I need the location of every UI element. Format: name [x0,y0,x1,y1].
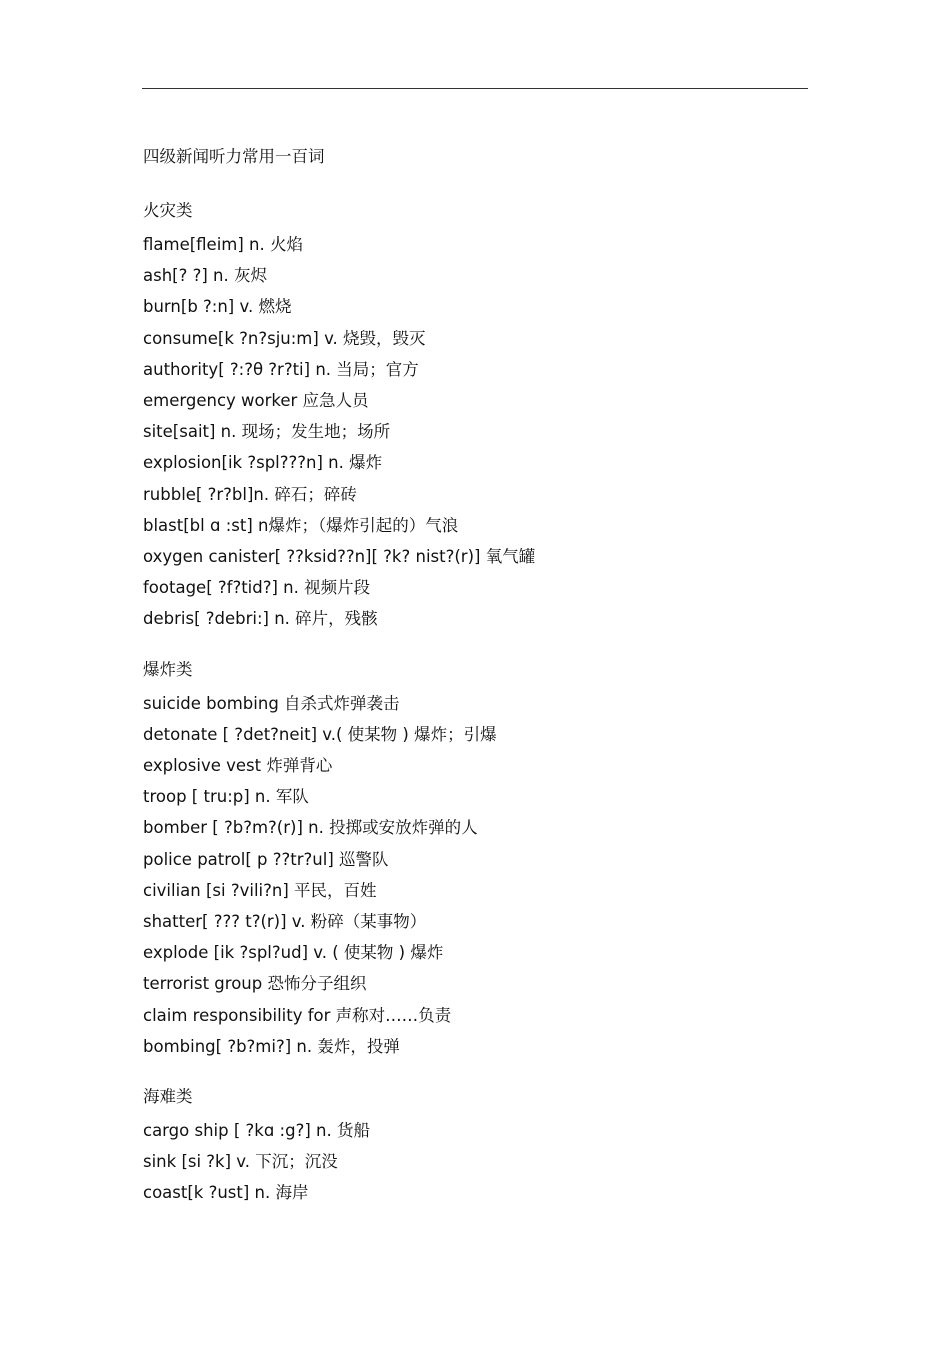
vocab-entry: civilian [si ?vili?n] 平民，百姓 [143,880,377,900]
section-heading: 爆炸类 [143,659,193,679]
vocab-entry: ash[? ?] n. 灰烬 [143,266,267,286]
vocab-entry: sink [si ?k] v. 下沉；沉没 [143,1152,338,1172]
vocab-entry: cargo ship [ ?kɑ :g?] n. 货船 [143,1121,370,1141]
vocab-entry: explode [ik ?spl?ud] v. ( 使某物 ) 爆炸 [143,943,444,963]
vocab-entry: bomber [ ?b?m?(r)] n. 投掷或安放炸弹的人 [143,818,478,838]
vocab-entry: flame[fleim] n. 火焰 [143,235,303,254]
vocab-entry: footage[ ?f?tid?] n. 视频片段 [143,578,371,598]
section-explosion [143,657,808,1062]
vocab-entry: authority[ ?:?θ ?r?ti] n. 当局；官方 [143,359,419,379]
vocab-entry: rubble[ ?r?bl]n. 碎石；碎砖 [143,484,357,504]
vocab-entry: police patrol[ p ??tr?ul] 巡警队 [143,849,389,869]
vocab-entry: explosion[ik ?spl???n] n. 爆炸 [143,453,383,473]
section-heading: 海难类 [143,1087,193,1107]
vocab-entry: consume[k ?n?sju:m] v. 烧毁，毁灭 [143,328,426,348]
vocab-entry: emergency worker 应急人员 [143,391,369,411]
vocab-entry: troop [ tru:p] n. 军队 [143,787,309,807]
document-title: 四级新闻听力常用一百词 [143,147,325,166]
vocab-entry: blast[bl ɑ :st] n爆炸；（爆炸引起的）气浪 [143,515,459,535]
vocab-entry: detonate [ ?det?neit] v.( 使某物 ) 爆炸；引爆 [143,724,497,744]
vocab-entry: burn[b ?:n] v. 燃烧 [143,297,292,317]
document-body [143,144,808,1231]
vocab-entry: suicide bombing 自杀式炸弹袭击 [143,693,400,713]
vocab-entry: debris[ ?debri:] n. 碎片，残骸 [143,609,378,629]
vocab-entry: site[sait] n. 现场；发生地；场所 [143,422,391,442]
header-rule [142,88,808,89]
vocab-entry: coast[k ?ust] n. 海岸 [143,1183,309,1203]
section-fire [143,198,808,635]
vocab-entry: shatter[ ??? t?(r)] v. 粉碎（某事物） [143,912,427,932]
vocab-entry: bombing[ ?b?mi?] n. 轰炸，投弹 [143,1036,400,1056]
section-shipwreck [143,1084,808,1209]
vocab-entry: claim responsibility for 声称对……负责 [143,1005,452,1025]
vocab-entry: terrorist group 恐怖分子组织 [143,974,367,994]
vocab-entry: explosive vest 炸弹背心 [143,756,333,776]
section-heading: 火灾类 [143,201,193,220]
vocab-entry: oxygen canister[ ??ksid??n][ ?k? nist?(r)] 氧气罐 [143,547,536,567]
